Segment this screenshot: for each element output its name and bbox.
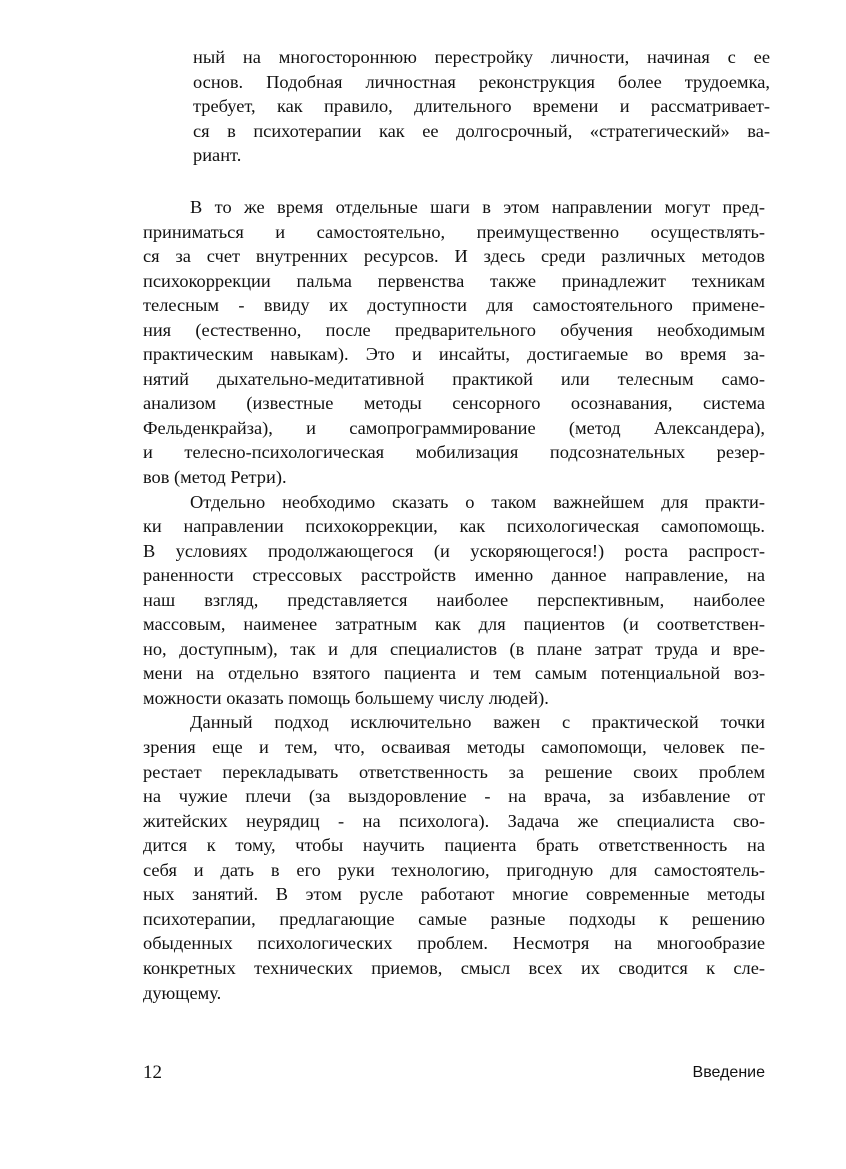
text-line: обыденных психологических проблем. Несмотря на многообразие <box>143 933 765 954</box>
text-line: на чужие плечи (за выздоровление - на врача, за избавление от <box>143 786 765 807</box>
text-line: ных занятий. В этом русле работают многие современные методы <box>143 884 765 905</box>
text-line: В то же время отдельные шаги в этом направлении могут пред- <box>190 197 765 217</box>
text-line: Данный подход исключительно важен с практической точки <box>190 712 765 733</box>
text-line: психотерапии, предлагающие самые разные подходы к решению <box>143 908 765 929</box>
text-line: практическим навыкам). Это и инсайты, достигаемые во время за- <box>143 344 765 365</box>
text-line: телесным - ввиду их доступности для самостоятельного примене- <box>143 295 765 316</box>
text-line: нятий дыхательно-медитативной практикой или телесным само- <box>143 368 765 389</box>
text-line: мени на отдельно взятого пациента и тем самым потенциальной воз- <box>143 663 765 684</box>
text-line: риант. <box>193 145 242 166</box>
text-line: анализом (известные методы сенсорного осознавания, система <box>143 393 765 414</box>
text-line: наш взгляд, представляется наиболее перспективным, наиболее <box>143 589 765 610</box>
text-line: дится к тому, чтобы научить пациента брать ответственность на <box>143 835 765 856</box>
text-line: можности оказать помощь большему числу людей). <box>143 687 549 708</box>
text-line: дующему. <box>143 982 222 1003</box>
text-line: ся за счет внутренних ресурсов. И здесь среди различных методов <box>143 246 765 267</box>
text-line: массовым, наименее затратным как для пациентов (и соответствен- <box>143 614 765 635</box>
quote-block <box>193 45 770 168</box>
text-line: психокоррекции пальма первенства также принадлежит техникам <box>143 270 765 291</box>
text-line: Фельденкрайза), и самопрограммирование (метод Александера), <box>143 417 765 438</box>
text-line: ся в психотерапии как ее долгосрочный, «стратегический» ва- <box>193 120 770 141</box>
text-line: основ. Подобная личностная реконструкция более трудоемка, <box>193 71 770 92</box>
text-line: конкретных технических приемов, смысл всех их сводится к сле- <box>143 957 765 978</box>
paragraph <box>143 490 765 711</box>
text-line: ный на многостороннюю перестройку личности, начиная с ее <box>193 47 770 67</box>
body-text <box>143 195 765 1005</box>
text-line: но, доступным), так и для специалистов (в плане затрат труда и вре- <box>143 638 765 659</box>
text-line: раненности стрессовых расстройств именно данное направление, на <box>143 565 765 586</box>
text-line: ки направлении психокоррекции, как психологическая самопомощь. <box>143 516 765 537</box>
text-line: В условиях продолжающегося (и ускоряющегося!) роста распрост- <box>143 540 765 561</box>
text-line: ния (естественно, после предварительного обучения необходимым <box>143 319 765 340</box>
text-line: приниматься и самостоятельно, преимущественно осуществлять- <box>143 221 765 242</box>
text-line: вов (метод Ретри). <box>143 467 287 488</box>
page-number: 12 <box>143 1062 162 1083</box>
text-line: и телесно-психологическая мобилизация подсознательных резер- <box>143 442 765 463</box>
text-line: житейских неурядиц - на психолога). Задача же специалиста сво- <box>143 810 765 831</box>
text-line: Отдельно необходимо сказать о таком важнейшем для практи- <box>190 491 765 512</box>
paragraph <box>143 710 765 1005</box>
paragraph <box>143 195 765 490</box>
text-line: зрения еще и тем, что, осваивая методы самопомощи, человек пе- <box>143 737 765 758</box>
text-line: требует, как правило, длительного времени и рассматривает- <box>193 96 770 117</box>
text-line: рестает перекладывать ответственность за решение своих проблем <box>143 761 765 782</box>
running-footer-title: Введение <box>692 1064 765 1081</box>
text-line: себя и дать в его руки технологию, пригодную для самостоятель- <box>143 859 765 880</box>
